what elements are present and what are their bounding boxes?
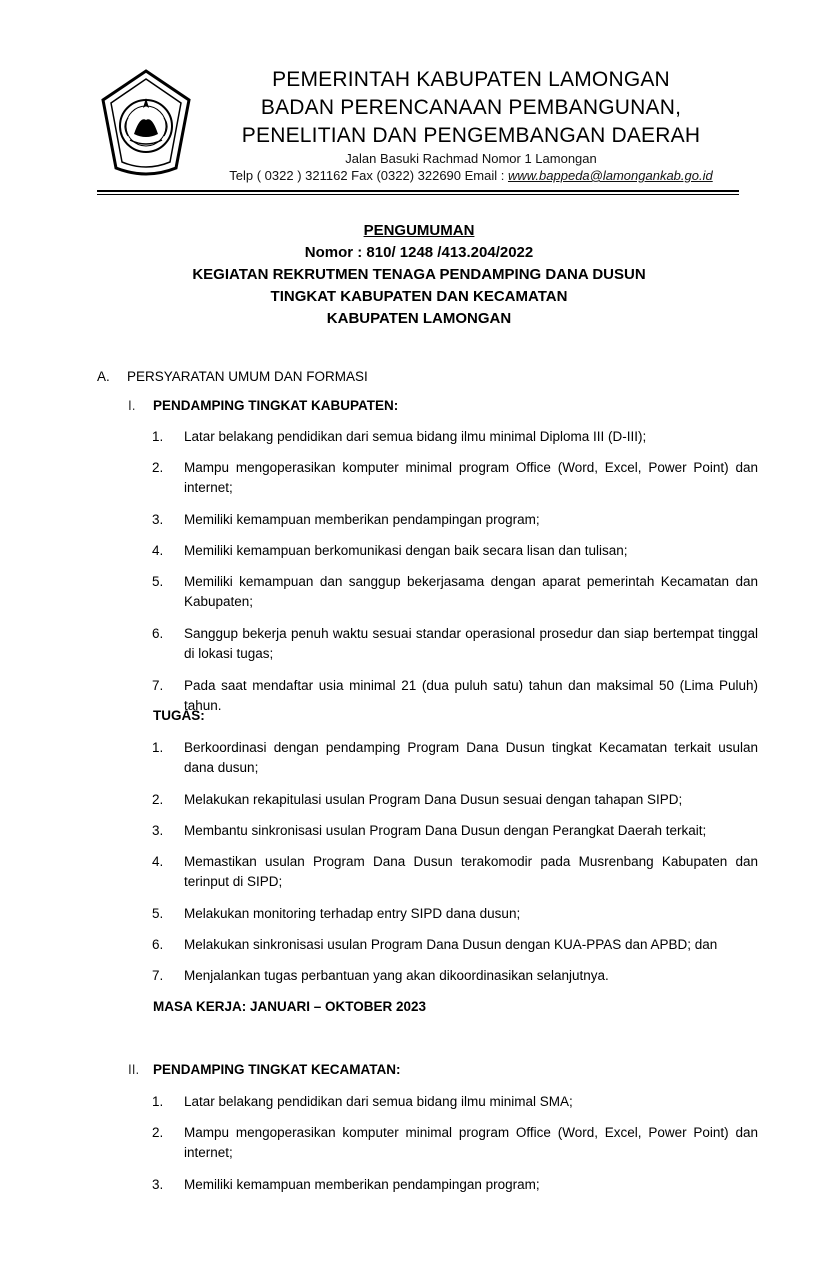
part2-req-1 — [152, 1092, 758, 1112]
list-number: 2. — [152, 792, 164, 807]
list-number: 5. — [152, 574, 164, 589]
part1-title: PENDAMPING TINGKAT KABUPATEN: — [153, 398, 399, 413]
part1-task-5 — [152, 904, 758, 924]
part2-numeral: II. — [128, 1062, 140, 1077]
letterhead-rule-thin — [97, 194, 739, 195]
list-text: Membantu sinkronisasi usulan Program Dana Dusun dengan Perangkat Daerah terkait; — [184, 823, 707, 838]
list-text: Memiliki kemampuan memberikan pendampingan program; — [184, 512, 540, 527]
announcement-number: Nomor : 810/ 1248 /413.204/2022 — [304, 244, 534, 261]
list-number: 2. — [152, 1125, 164, 1140]
part1-task-7 — [152, 966, 758, 986]
list-text: Memiliki kemampuan memberikan pendampingan program; — [184, 1177, 540, 1192]
list-text: Menjalankan tugas perbantuan yang akan dikoordinasikan selanjutnya. — [184, 968, 609, 983]
announcement-title: PENGUMUMAN — [363, 222, 475, 239]
list-text: Pada saat mendaftar usia minimal 21 (dua puluh satu) tahun dan maksimal 50 (Lima Puluh) tahun. — [184, 678, 758, 713]
letterhead-rule-thick — [97, 190, 739, 192]
part1-req-2 — [152, 458, 758, 498]
part1-task-2 — [152, 790, 758, 810]
list-number: 1. — [152, 1094, 164, 1109]
part1-req-7 — [152, 676, 758, 716]
list-text: Memiliki kemampuan dan sanggup bekerjasama dengan aparat pemerintah Kecamatan dan Kabupaten; — [184, 574, 758, 609]
list-number: 4. — [152, 854, 164, 869]
list-text: Sanggup bekerja penuh waktu sesuai standar operasional prosedur dan siap bertempat tinggal di lokasi tugas; — [184, 626, 758, 661]
section-a-title: PERSYARATAN UMUM DAN FORMASI — [127, 369, 368, 384]
list-text: Melakukan rekapitulasi usulan Program Dana Dusun sesuai dengan tahapan SIPD; — [184, 792, 683, 807]
list-number: 6. — [152, 937, 164, 952]
list-number: 7. — [152, 968, 164, 983]
part1-task-6 — [152, 935, 758, 955]
announcement-subject-1: KEGIATAN REKRUTMEN TENAGA PENDAMPING DANA DUSUN — [192, 266, 646, 283]
announcement-subject-3: KABUPATEN LAMONGAN — [326, 310, 512, 327]
list-text: Memiliki kemampuan berkomunikasi dengan baik secara lisan dan tulisan; — [184, 543, 628, 558]
list-number: 1. — [152, 740, 164, 755]
part1-numeral: I. — [128, 398, 136, 413]
part2-req-2 — [152, 1123, 758, 1163]
contact-numbers: Telp ( 0322 ) 321162 Fax (0322) 322690 Email : — [229, 168, 508, 183]
list-number: 4. — [152, 543, 164, 558]
list-text: Latar belakang pendidikan dari semua bidang ilmu minimal Diploma III (D-III); — [184, 429, 647, 444]
list-number: 5. — [152, 906, 164, 921]
letterhead — [200, 66, 742, 184]
lamongan-emblem-logo — [100, 68, 192, 178]
part1-task-4 — [152, 852, 758, 892]
part1-tasks-title: TUGAS: — [153, 708, 205, 723]
letterhead-address: Jalan Basuki Rachmad Nomor 1 Lamongan — [345, 151, 597, 166]
part1-work-period: MASA KERJA: JANUARI – OKTOBER 2023 — [153, 999, 427, 1014]
list-text: Berkoordinasi dengan pendamping Program Dana Dusun tingkat Kecamatan terkait usulan dana dusun; — [184, 740, 758, 775]
letterhead-line2: BADAN PERENCANAAN PEMBANGUNAN, — [260, 96, 682, 119]
part2-req-3 — [152, 1175, 758, 1195]
list-text: Melakukan sinkronisasi usulan Program Dana Dusun dengan KUA-PPAS dan APBD; dan — [184, 937, 718, 952]
list-text: Mampu mengoperasikan komputer minimal program Office (Word, Excel, Power Point) dan internet; — [184, 1125, 758, 1160]
part2-title: PENDAMPING TINGKAT KECAMATAN: — [153, 1062, 401, 1077]
part1-task-1 — [152, 738, 758, 778]
part1-task-3 — [152, 821, 758, 841]
part1-req-1 — [152, 427, 758, 447]
list-number: 6. — [152, 626, 164, 641]
part1-req-5 — [152, 572, 758, 612]
list-number: 7. — [152, 678, 164, 693]
list-text: Latar belakang pendidikan dari semua bidang ilmu minimal SMA; — [184, 1094, 573, 1109]
list-number: 3. — [152, 1177, 164, 1192]
section-a-letter: A. — [97, 369, 110, 384]
list-text: Memastikan usulan Program Dana Dusun terakomodir pada Musrenbang Kabupaten dan terinput di SIPD; — [184, 854, 758, 889]
list-number: 3. — [152, 512, 164, 527]
list-text: Melakukan monitoring terhadap entry SIPD dana dusun; — [184, 906, 521, 921]
part1-req-4 — [152, 541, 758, 561]
list-number: 3. — [152, 823, 164, 838]
letterhead-line1: PEMERINTAH KABUPATEN LAMONGAN — [272, 68, 670, 91]
announcement-heading — [90, 220, 748, 330]
list-number: 2. — [152, 460, 164, 475]
announcement-subject-2: TINGKAT KABUPATEN DAN KECAMATAN — [270, 288, 568, 305]
email-link[interactable]: www.bappeda@lamongankab.go.id — [507, 168, 713, 183]
part1-req-3 — [152, 510, 758, 530]
letterhead-contact — [200, 167, 742, 184]
part1-req-6 — [152, 624, 758, 664]
list-text: Mampu mengoperasikan komputer minimal program Office (Word, Excel, Power Point) dan internet; — [184, 460, 758, 495]
list-number: 1. — [152, 429, 164, 444]
letterhead-line3: PENELITIAN DAN PENGEMBANGAN DAERAH — [241, 124, 701, 147]
